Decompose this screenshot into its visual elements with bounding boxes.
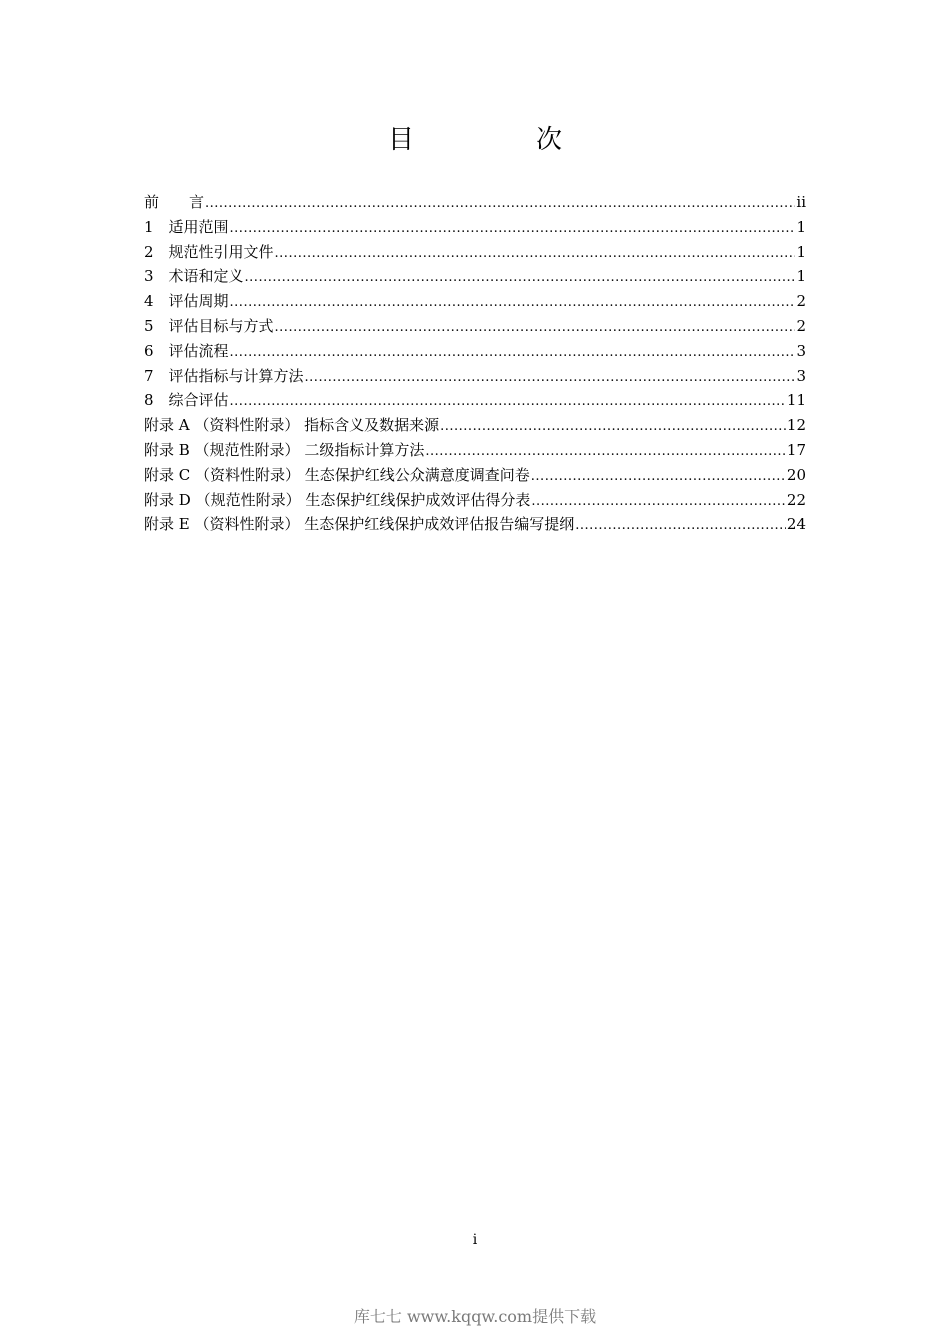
page-title: 目 次 <box>387 125 610 155</box>
toc-entry-1[interactable] <box>144 215 806 240</box>
toc-entry-foreword[interactable] <box>144 190 806 215</box>
toc-leader-dots <box>440 415 786 440</box>
toc-leader-dots <box>245 266 796 291</box>
toc-entry-label: 附录 B （规范性附录） 二级指标计算方法 <box>144 440 425 459</box>
toc-entry-label: 4 评估周期 <box>144 292 229 311</box>
toc-entry-page: 1 <box>796 267 806 286</box>
toc-entry-4[interactable] <box>144 289 806 314</box>
download-source-footer: 库七七 www.kqqw.com提供下载 <box>353 1307 597 1326</box>
toc-leader-dots <box>230 341 796 366</box>
toc-entry-8[interactable] <box>144 388 806 413</box>
toc-entry-page: 2 <box>796 292 806 311</box>
toc-leader-dots <box>275 242 796 267</box>
toc-entry-appendix-e[interactable] <box>144 512 806 537</box>
toc-entry-page: 3 <box>796 341 806 360</box>
toc-leader-dots <box>205 192 795 217</box>
toc-leader-dots <box>230 291 796 316</box>
toc-entry-5[interactable] <box>144 314 806 339</box>
toc-leader-dots <box>230 390 786 415</box>
table-of-contents <box>144 190 806 537</box>
toc-entry-label: 附录 D （规范性附录） 生态保护红线保护成效评估得分表 <box>144 490 531 509</box>
toc-entry-appendix-b[interactable] <box>144 438 806 463</box>
toc-entry-page: 12 <box>786 416 806 435</box>
toc-entry-label: 1 适用范围 <box>144 217 229 236</box>
toc-entry-6[interactable] <box>144 339 806 364</box>
toc-entry-page: 24 <box>786 515 806 534</box>
toc-leader-dots <box>275 316 796 341</box>
toc-leader-dots <box>531 465 786 490</box>
toc-entry-label: 5 评估目标与方式 <box>144 316 274 335</box>
toc-leader-dots <box>305 366 796 391</box>
toc-entry-page: 1 <box>796 242 806 261</box>
toc-entry-appendix-c[interactable] <box>144 463 806 488</box>
toc-leader-dots <box>531 490 786 515</box>
toc-entry-label: 8 综合评估 <box>144 391 229 410</box>
page-number: i <box>472 1232 478 1248</box>
toc-entry-appendix-d[interactable] <box>144 488 806 513</box>
toc-entry-page: ii <box>796 193 806 211</box>
toc-leader-dots <box>575 514 786 539</box>
toc-leader-dots <box>230 217 796 242</box>
toc-entry-page: 3 <box>796 366 806 385</box>
toc-entry-2[interactable] <box>144 240 806 265</box>
toc-entry-label: 2 规范性引用文件 <box>144 242 274 261</box>
toc-entry-label: 附录 A （资料性附录） 指标含义及数据来源 <box>144 416 440 435</box>
toc-entry-label: 7 评估指标与计算方法 <box>144 366 304 385</box>
toc-entry-7[interactable] <box>144 364 806 389</box>
toc-entry-page: 2 <box>796 316 806 335</box>
toc-entry-3[interactable] <box>144 264 806 289</box>
toc-entry-page: 11 <box>786 391 806 410</box>
toc-entry-page: 22 <box>786 490 806 509</box>
toc-entry-label: 6 评估流程 <box>144 341 229 360</box>
toc-entry-label: 附录 E （资料性附录） 生态保护红线保护成效评估报告编写提纲 <box>144 515 575 534</box>
toc-entry-page: 20 <box>786 465 806 484</box>
toc-entry-appendix-a[interactable] <box>144 413 806 438</box>
toc-leader-dots <box>425 440 786 465</box>
toc-entry-page: 17 <box>786 440 806 459</box>
toc-entry-label: 附录 C （资料性附录） 生态保护红线公众满意度调查问卷 <box>144 465 530 484</box>
toc-entry-label: 3 术语和定义 <box>144 267 244 286</box>
toc-entry-page: 1 <box>796 217 806 236</box>
toc-entry-label: 前 言 <box>144 193 205 211</box>
